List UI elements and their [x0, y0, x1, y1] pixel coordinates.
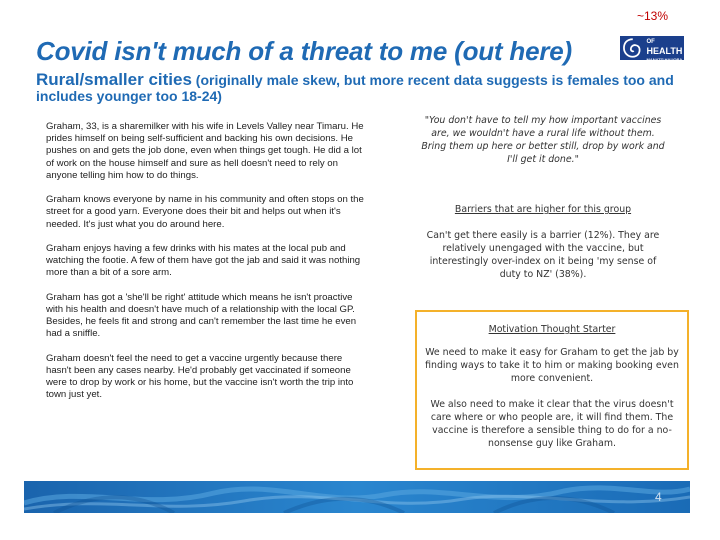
logo-line3: MANATŪ HAUORA — [646, 57, 683, 62]
segment-name: Rural/smaller cities — [36, 70, 192, 89]
stat-badge: ~13% — [637, 9, 669, 23]
motivation-heading: Motivation Thought Starter — [488, 324, 616, 335]
koru-icon — [622, 37, 644, 59]
barriers-text: Can't get there easily is a barrier (12%). They are relatively unengaged with the vaccine, but interestingly over-index on it being 'my sense of duty to NZ' (38%). — [426, 230, 660, 280]
motivation-para-2: We also need to make it clear that the virus doesn't care where or who people are, it will find them. The vaccine is therefore a sensible thing to do for a no-nonsense guy like Graham. — [430, 399, 674, 449]
motivation-box — [415, 310, 689, 470]
story-paragraph: Graham doesn't feel the need to get a vaccine urgently because there hasn't been any cases nearby. He'd probably get vaccinated if someone were to drop by work or his home, but the vaccine isn't worth the trip into town just yet. — [46, 352, 354, 401]
persona-story — [46, 121, 368, 414]
page-number: 4 — [655, 490, 662, 504]
segment-detail: (originally male skew, but more recent data suggests is females too and includes younger too 18-24) — [36, 72, 674, 104]
logo-line1: MINISTRY OF — [646, 32, 675, 45]
persona-quote: "You don't have to tell my how important vaccines are, we wouldn't have a rural life without them. Bring them up here or better still, drop by work and I'll get it done." — [421, 115, 665, 165]
barriers-section — [418, 203, 668, 281]
story-paragraph: Graham knows everyone by name in his community and often stops on the street for a good yarn. Everyone does their bit and helps out when it's needed. It's just what you do around here. — [46, 194, 364, 230]
motivation-para-1: We need to make it easy for Graham to get the jab by finding ways to take it to him or making booking even more convenient. — [425, 347, 679, 384]
logo-line2: HEALTH — [646, 46, 683, 56]
story-paragraph: Graham has got a 'she'll be right' attitude which means he isn't proactive with his health and doesn't have much of a relationship with the local GP. Besides, he feels fit and strong and can't remember the last time he even had a sniffle. — [46, 291, 357, 340]
slide-title: Covid isn't much of a threat to me (out here) — [36, 36, 572, 66]
footer-band — [24, 481, 690, 513]
story-paragraph: Graham enjoys having a few drinks with his mates at the local pub and watching the footie. A few of them have got the jab and said it was nothing more than a bit of a sore arm. — [46, 243, 361, 279]
barriers-heading: Barriers that are higher for this group — [454, 204, 632, 215]
ministry-logo — [620, 32, 684, 62]
segment-subtitle — [36, 72, 696, 104]
logo-text — [647, 32, 684, 64]
story-paragraph: Graham, 33, is a sharemilker with his wife in Levels Valley near Timaru. He prides himself on being self-sufficient and backing his own decisions. He pushes on and gets the job done, even when things get tough. He did a lot of work on the house himself and sure as hell doesn't need to rely on anyone telling him how to do things. — [46, 121, 364, 181]
